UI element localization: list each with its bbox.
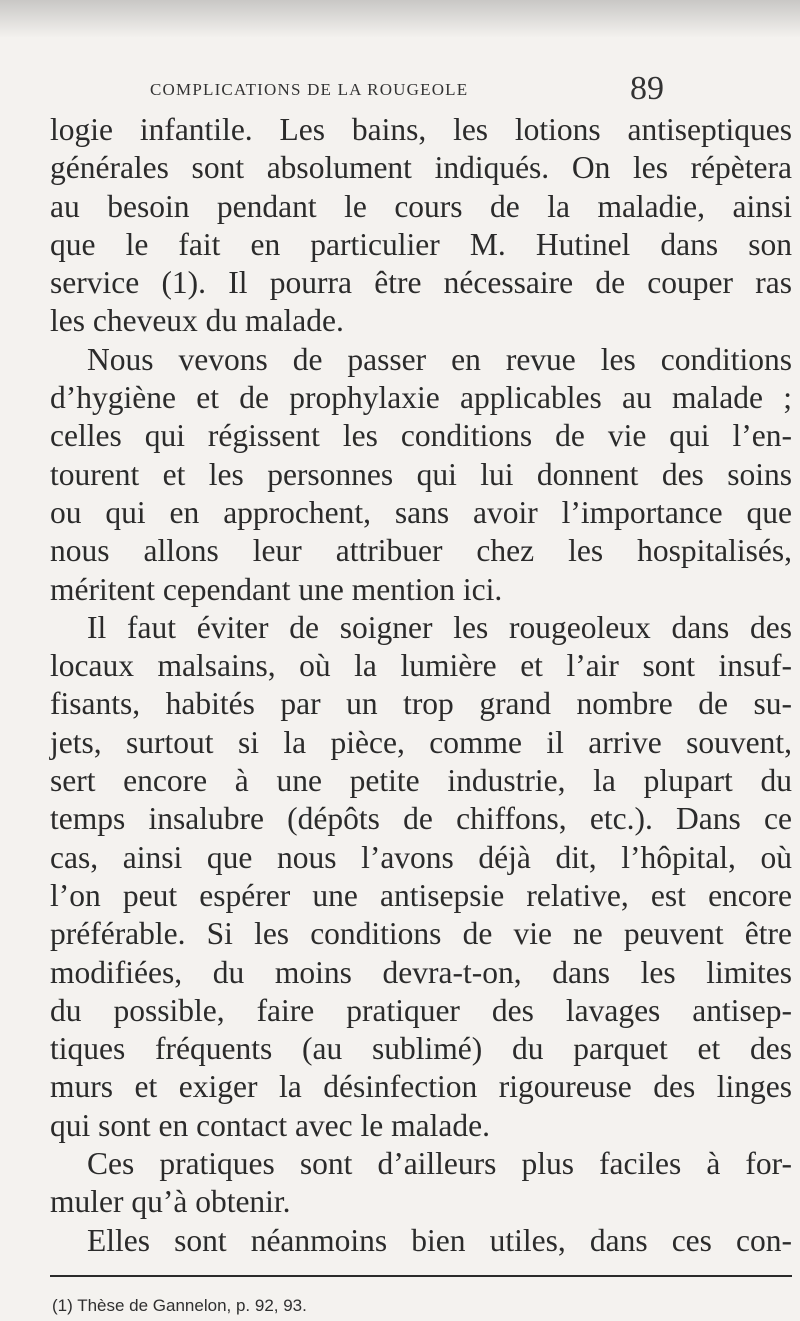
text-line: muler qu’à obtenir. — [50, 1184, 291, 1220]
text-line: les cheveux du malade. — [50, 303, 344, 339]
running-title: COMPLICATIONS DE LA ROUGEOLE — [150, 80, 469, 99]
text-line: préférable. Si les conditions de vie ne peuvent être — [50, 916, 792, 952]
text-line: du possible, faire pratiquer des lavages antisep- — [50, 992, 792, 1028]
page-top-shadow — [0, 0, 800, 38]
text-line: Nous vevons de passer en revue les conditions — [87, 341, 792, 377]
text-line: qui sont en contact avec le malade. — [50, 1107, 490, 1143]
text-line: fisants, habités par un trop grand nombre de su- — [50, 686, 792, 722]
text-line: murs et exiger la désinfection rigoureuse des linges — [50, 1069, 792, 1105]
body-text — [50, 111, 792, 1260]
text-line: que le fait en particulier M. Hutinel dans son — [50, 226, 792, 262]
page-header — [150, 70, 664, 110]
text-line: sert encore à une petite industrie, la plupart du — [50, 763, 792, 799]
text-line: générales sont absolument indiqués. On les répètera — [50, 150, 792, 186]
text-line: au besoin pendant le cours de la maladie, ainsi — [50, 188, 792, 224]
text-line: jets, surtout si la pièce, comme il arrive souvent, — [50, 724, 792, 760]
text-line: nous allons leur attribuer chez les hospitalisés, — [50, 533, 792, 569]
text-line: tourent et les personnes qui lui donnent des soins — [50, 456, 792, 492]
text-line: Ces pratiques sont d’ailleurs plus faciles à for- — [87, 1146, 792, 1182]
text-line: locaux malsains, où la lumière et l’air sont insuf- — [50, 648, 792, 684]
page-number: 89 — [630, 70, 664, 107]
text-line: méritent cependant une mention ici. — [50, 571, 503, 607]
text-line: celles qui régissent les conditions de vie qui l’en- — [50, 418, 792, 454]
text-line: logie infantile. Les bains, les lotions antiseptiques — [50, 112, 792, 147]
text-line: temps insalubre (dépôts de chiffons, etc.). Dans ce — [50, 801, 792, 837]
text-line: l’on peut espérer une antisepsie relative, est encore — [50, 877, 792, 913]
text-line: tiques fréquents (au sublimé) du parquet et des — [50, 1031, 792, 1067]
text-line: ou qui en approchent, sans avoir l’importance que — [50, 494, 792, 530]
text-line: modifiées, du moins devra-t-on, dans les limites — [50, 954, 792, 990]
text-line: d’hygiène et de prophylaxie applicables au malade ; — [50, 380, 792, 416]
text-line: Il faut éviter de soigner les rougeoleux dans des — [87, 609, 792, 645]
text-line: service (1). Il pourra être nécessaire de couper ras — [50, 265, 792, 301]
text-line: Elles sont néanmoins bien utiles, dans ces con- — [87, 1222, 792, 1258]
footnote: (1) Thèse de Gannelon, p. 92, 93. — [52, 1296, 307, 1315]
footnote-divider — [50, 1275, 792, 1277]
text-line: cas, ainsi que nous l’avons déjà dit, l’hôpital, où — [50, 839, 792, 875]
